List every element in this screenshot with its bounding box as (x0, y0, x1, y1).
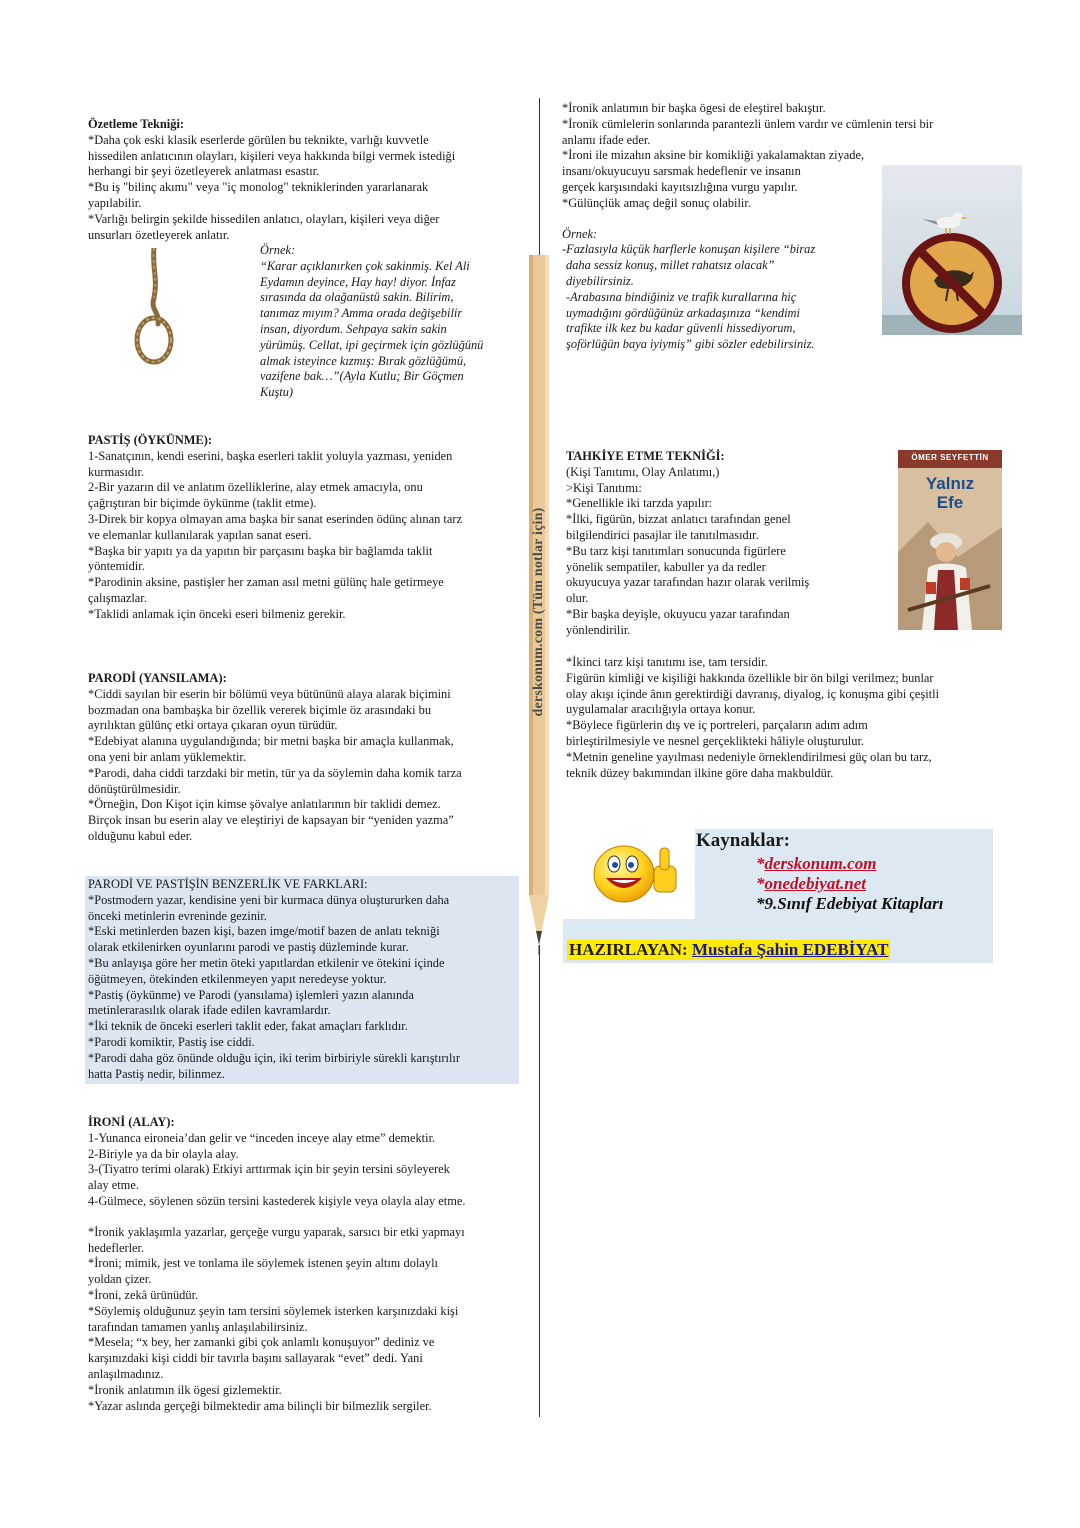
book-author: ÖMER SEYFETTİN (911, 453, 989, 462)
text-line: *Daha çok eski klasik eserlerde görülen bu teknikte, varlığı kuvvetle (88, 132, 429, 147)
ozetleme-title: Özetleme Tekniği: (88, 117, 185, 131)
example-line: -Fazlasıyla küçük harflerle konuşan kişilere “biraz (562, 242, 816, 257)
example-label: Örnek: (260, 243, 296, 257)
text-line: alay etme. (88, 1178, 139, 1193)
text-line: 4-Gülmece, söylenen sözün tersini kastederek kişiyle veya olayla alay etme. (88, 1193, 466, 1208)
text-line: bozmadan ona bambaşka bir özellik vererek biçimle öz arasındaki bu (88, 702, 432, 717)
example-line: Eydamın deyince, Hay hay! diyor. İnfaz (260, 274, 456, 289)
text-line: *İroni; mimik, jest ve tonlama ile söylemek istenen şeyin altını dolaylı (88, 1256, 438, 1271)
text-line: herhangi bir şeyi özetleyerek anlatması esastır. (88, 164, 320, 179)
text-line: *İronik yaklaşımla yazarlar, gerçeğe vurgu yaparak, sarsıcı bir etki yapmayı (88, 1224, 465, 1239)
text-line: olur. (566, 591, 589, 606)
text-line: kurmasıdır. (88, 464, 145, 479)
text-line: *Eski metinlerden bazen kişi, bazen imge/motif bazen de anlatı tekniği (88, 924, 440, 939)
text-line: insanı/okuyucuyu sarsmak hedeflenir ve insanın (562, 164, 801, 179)
divider-line-bottom (539, 945, 540, 1417)
parodi-title: PARODİ (YANSILAMA): (88, 671, 227, 685)
author-name[interactable]: Mustafa Şahin EDEBİYAT (691, 940, 889, 959)
text-line: çalışmazlar. (88, 590, 147, 605)
text-line: *İlki, figürün, bizzat anlatıcı tarafından genel (566, 512, 791, 527)
text-line: hedeflerler. (88, 1240, 145, 1255)
text-line: *İronik cümlelerin sonlarında parantezli ünlem vardır ve cümlenin tersi bir (562, 116, 934, 131)
text-line: *İkinci tarz kişi tanıtımı ise, tam tersidir. (566, 655, 768, 669)
text-line: gerçek karşısındaki kayıtsızlığına vurgu yapılır. (562, 179, 798, 194)
compare-section (88, 877, 518, 1082)
example-line: daha sessiz konuş, millet rahatsız olacak” (566, 258, 775, 273)
example-line: “Karar açıklanırken çok sakinmiş. Kel Ali (260, 258, 470, 273)
no-bird-sign-image (882, 165, 1022, 335)
text-line: yönelik sempatiler, kabuller ya da redler (566, 559, 766, 574)
text-line: yöntemidir. (88, 559, 145, 574)
sources-item (756, 874, 986, 894)
text-line: çağrıştıran bir biçimde öykünme (taklit etme). (88, 496, 317, 511)
tahkiye-section (566, 449, 856, 639)
text-line: *Parodi, daha ciddi tarzdaki bir metin, tür ya da söylemin daha komik tarza (88, 765, 462, 780)
pencil-watermark: derskonum.com (Tüm notlar için) (531, 507, 546, 717)
ozetleme-example (260, 243, 522, 401)
example-line: trafikte ilk kez bu kadar güvenli hissediyorum, (566, 321, 796, 336)
example-line: Kuştu) (260, 385, 294, 400)
text-line: *Ciddi sayılan bir eserin bir bölümü veya bütününü alaya alarak biçimini (88, 686, 451, 701)
sources-star: * (756, 854, 765, 873)
sources-item (756, 854, 986, 874)
text-line: Figürün kimliği ve kişiliği hakkında özellikle bir ön bilgi verilmez; bunlar (566, 670, 934, 685)
example-line: yürümüş. Cellat, ipi geçirmek için gözlüğünü (260, 337, 484, 352)
text-line: 2-Bir yazarın dil ve anlatım özelliklerine, alay etmek amacıyla, onu (88, 480, 423, 495)
example-line: tanımaz mıyım? Amma orada değişebilir (260, 306, 463, 321)
example-line: diyebilirsiniz. (566, 273, 634, 288)
text-line: *İroni ile mizahın aksine bir komikliği yakalamaktan ziyade, (562, 148, 865, 163)
text-line: anlaşılmadınız. (88, 1366, 164, 1381)
example-line: uymadığını gördüğünüz arkadaşınıza “kendimi (566, 305, 800, 320)
pastis-title: PASTİŞ (ÖYKÜNME): (88, 433, 213, 447)
example-line: vazifene bak…”(Ayla Kutlu; Bir Göçmen (260, 369, 464, 384)
sources-list (696, 830, 986, 914)
example-line: şoförlüğün baya iyiymiş” gibi sözler edebilirsiniz. (566, 337, 815, 352)
author-line (567, 940, 890, 960)
text-line: *Gülünçlük amaç değil sonuç olabilir. (562, 195, 751, 210)
text-line: yoldan çizer. (88, 1272, 152, 1287)
ironi-section (88, 1115, 528, 1414)
text-line: 1-Yunanca eironeia’dan gelir ve “inceden inceye alay etme” demektir. (88, 1130, 436, 1145)
text-line: *Parodinin aksine, pastişler her zaman asıl metni gülünç hale getirmeye (88, 575, 444, 590)
sources-title: Kaynaklar: (696, 830, 790, 851)
parodi-section (88, 671, 518, 845)
example-line: almak isteyince kızmış: Bırak gözlüğümü, (260, 353, 467, 368)
text-line: öğütmeyen, ötekinden etkilenmeyen yapıt neredeyse yoktur. (88, 971, 387, 986)
text-line: yapılabilir. (88, 195, 142, 210)
text-line: *İronik anlatımın bir başka ögesi de eleştirel bakıştır. (562, 101, 826, 115)
text-line: *Bu anlayışa göre her metin öteki yapıtlardan etkilenir ve ötekini içinde (88, 955, 445, 970)
text-line: *Yazar aslında gerçeği bilmektedir ama bilinçli bir bilmezlik sergiler. (88, 1398, 432, 1413)
text-line: *Parodi daha göz önünde olduğu için, iki terim birbiriyle sürekli karıştırılır (88, 1050, 460, 1065)
ironi-title: İRONİ (ALAY): (88, 1115, 175, 1129)
text-line: okuyucuya yazar tarafından hazır olarak verilmiş (566, 575, 810, 590)
text-line: 2-Biriyle ya da bir olayla alay. (88, 1146, 239, 1161)
text-line: ayrılıktan gülünç etki ortaya çıkaran oyun türüdür. (88, 718, 338, 733)
noose-image (132, 248, 182, 366)
text-line: bilgilendirici pasajlar ile tanıtılmasıdır. (566, 527, 759, 542)
text-line: birleştirilmesiyle ve nesnel gerçeklikteki hâliyle oluşturulur. (566, 733, 864, 748)
text-line: tarafından tamamen yanlış anlaşılabilirsiniz. (88, 1319, 308, 1334)
author-label: HAZIRLAYAN: (569, 940, 688, 959)
tahkiye-section-2 (566, 655, 1006, 781)
text-line: hatta Pastiş nedir, bilinmez. (88, 1066, 225, 1081)
text-line: teknik düzey bakımından ilkine göre daha makbuldür. (566, 765, 834, 780)
text-line: *Pastiş (öykünme) ve Parodi (yansılama) işlemleri yazın alanında (88, 987, 414, 1002)
text-line: *Mesela; “x bey, her zamanki gibi çok anlamlı konuşuyor” dediniz ve (88, 1335, 435, 1350)
text-line: *Varlığı belirgin şekilde hissedilen anlatıcı, olayları, kişileri veya diğer (88, 211, 440, 226)
text-line: (Kişi Tanıtımı, Olay Anlatımı,) (566, 464, 720, 479)
text-line: 1-Sanatçının, kendi eserini, başka eserleri taklit yoluyla yazması, yeniden (88, 448, 453, 463)
text-line: *Postmodern yazar, kendisine yeni bir kurmaca dünya oluştururken daha (88, 892, 450, 907)
example-label: Örnek: (562, 226, 598, 241)
text-line: ona yeni bir anlam yüklemektir. (88, 749, 246, 764)
text-line: 3-(Tiyatro terimi olarak) Etkiyi arttırmak için bir şeyin tersini söyleyerek (88, 1162, 450, 1177)
text-line: *Parodi komiktir, Pastiş ise ciddi. (88, 1034, 255, 1049)
text-line: unsurları özetleyerek anlatır. (88, 227, 230, 242)
text-line: olarak etkilenirken oyunlarını parodi ve pastiş düzleminde kurar. (88, 940, 409, 955)
divider-line-top (539, 98, 540, 258)
text-line: *Böylece figürlerin dış ve iç portreleri, parçaların adım adım (566, 718, 868, 733)
text-line: ve elemanlar kullanılarak yapılan sanat eseri. (88, 527, 312, 542)
book-title-1: Yalnız (925, 474, 975, 493)
text-line: uygulamalar aracılığıyla ortaya konur. (566, 702, 756, 717)
book-title-2: Efe (936, 493, 964, 512)
example-line: sırasında da olağanüstü sakin. Bilirim, (260, 290, 454, 305)
text-line: karşınızdaki kişi ciddi bir tavırla başını sallayarak “evet” dedi. Yani (88, 1351, 423, 1366)
text-line: *İki teknik de önceki eserleri taklit eder, fakat amaçları farklıdır. (88, 1019, 408, 1034)
text-line: anlamı ifade eder. (562, 132, 651, 147)
book-cover-image (898, 450, 1002, 630)
text-line: *Bir başka deyişle, okuyucu yazar tarafından (566, 606, 790, 621)
text-line: >Kişi Tanıtımı: (566, 480, 642, 495)
text-line: *Örneğin, Don Kişot için kimse şövalye anlatılarının bir taklidi demez. (88, 797, 441, 812)
ozetleme-section (88, 117, 518, 243)
example-line: insan, diyordum. Sehpaya sakin sakin (260, 321, 447, 336)
text-line: *İronik anlatımın ilk ögesi gizlemektir. (88, 1382, 282, 1397)
text-line: metinlerarasılık olarak ifade edilen kavramlardır. (88, 1003, 331, 1018)
text-line: *Bu tarz kişi tanıtımları sonucunda figürlere (566, 543, 786, 558)
tahkiye-title: TAHKİYE ETME TEKNİĞİ: (566, 449, 725, 463)
source-books: *9.Sınıf Edebiyat Kitapları (756, 894, 944, 913)
text-line: *Söylemiş olduğunuz şeyin tam tersini söylemek isterken karşınızdaki kişi (88, 1303, 459, 1318)
text-line: *Bu iş "bilinç akımı" veya "iç monolog" tekniklerinden yararlanarak (88, 180, 429, 195)
pastis-section (88, 433, 518, 623)
source-link-onedebiyat[interactable]: onedebiyat.net (764, 874, 867, 893)
text-line: olay akışı içinde ânın gerektirdiği davranış, diyalog, iç konuşma gibi çeşitli (566, 686, 940, 701)
text-line: *Genellikle iki tarzda yapılır: (566, 496, 713, 511)
text-line: olduğunu kabul eder. (88, 828, 193, 843)
text-line: *Taklidi anlamak için önceki eseri bilmeniz gerekir. (88, 606, 346, 621)
compare-title: PARODİ VE PASTİŞİN BENZERLİK VE FARKLARI: (88, 877, 368, 891)
book-illustration (898, 512, 1002, 630)
text-line: yönlendirilir. (566, 622, 631, 637)
text-line: dönüştürülmesidir. (88, 781, 181, 796)
text-line: *Metnin geneline yayılması nedeniyle örneklendirilmesi güç olan bu tarz, (566, 749, 932, 764)
text-line: 3-Direk bir kopya olmayan ama başka bir sanat eserinden ödünç alınan tarz (88, 511, 462, 526)
source-link-derskonum[interactable]: derskonum.com (764, 854, 877, 873)
text-line: Birçok insan bu eserin alay ve eleştiriyi de kapsayan bir “yeniden yazma” (88, 813, 454, 828)
text-line: önceki metinlerin evreninde gezinir. (88, 908, 267, 923)
thumbs-up-smiley-icon (590, 840, 686, 906)
text-line: hissedilen anlatıcının olayları, kişileri veya hakkında bilgi vermek istediği (88, 148, 456, 163)
text-line: *İroni, zekâ ürünüdür. (88, 1287, 199, 1302)
text-line: *Edebiyat alanına uygulandığında; bir metni başka bir amaçla kullanmak, (88, 734, 454, 749)
text-line: *Başka bir yapıtı ya da yapıtın bir parçasını başka bir bağlamda taklit (88, 543, 433, 558)
sources-star: * (756, 874, 765, 893)
example-line: -Arabasına bindiğiniz ve trafik kurallarına hiç (566, 289, 797, 304)
